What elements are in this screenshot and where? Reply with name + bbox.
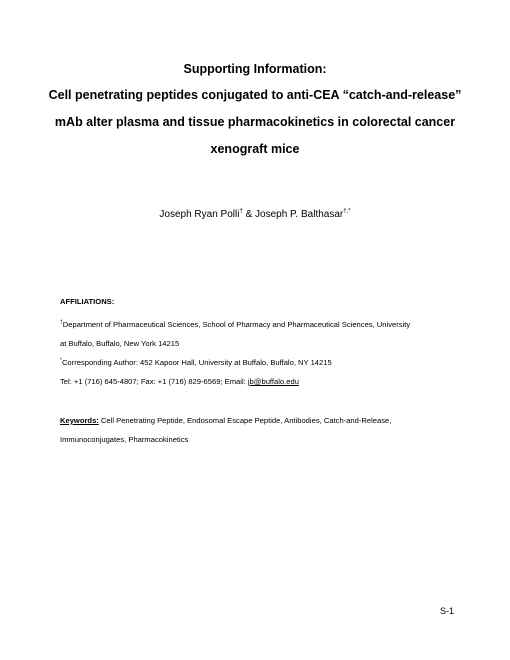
author-1-name: Joseph Ryan Polli [159, 209, 240, 220]
title-line-3: xenograft mice [210, 142, 300, 156]
department-text-1: Department of Pharmaceutical Sciences, School of Pharmacy and Pharmaceutical Sciences, University [62, 320, 411, 329]
affiliations-heading: AFFILIATIONS: [60, 297, 115, 306]
department-line-2: at Buffalo, Buffalo, New York 14215 [60, 339, 180, 348]
author-2-affiliation-mark: †,* [343, 208, 351, 215]
corresponding-author-text: Corresponding Author: 452 Kapoor Hall, University at Buffalo, Buffalo, NY 14215 [61, 358, 332, 367]
department-mark: † [60, 319, 63, 326]
email-link[interactable]: jb@buffalo.edu [247, 377, 299, 386]
author-2-name: Joseph P. Balthasar [255, 209, 344, 220]
title-line-2: mAb alter plasma and tissue pharmacokinetics in colorectal cancer [54, 115, 456, 129]
corresponding-mark: * [60, 357, 62, 364]
corresponding-author-line [60, 358, 332, 368]
title-line-1: Cell penetrating peptides conjugated to anti-CEA “catch-and-release” [48, 88, 462, 102]
author-line [0, 209, 510, 221]
keywords-line-1 [60, 416, 391, 426]
department-line-1 [60, 320, 410, 330]
page-number: S-1 [439, 606, 454, 616]
keywords-label: Keywords: [60, 416, 99, 425]
supporting-info-heading: Supporting Information: [183, 62, 327, 76]
keywords-text-1: Cell Penetrating Peptide, Endosomal Escape Peptide, Antibodies, Catch-and-Release, [98, 416, 392, 425]
author-separator: & [242, 209, 256, 220]
contact-line [60, 377, 299, 387]
author-1-affiliation-mark: † [239, 208, 243, 215]
contact-phone-fax: Tel: +1 (716) 645-4807; Fax: +1 (716) 829-6569; Email: [60, 377, 248, 386]
keywords-line-2: Immunoconjugates, Pharmacokinetics [60, 435, 189, 444]
